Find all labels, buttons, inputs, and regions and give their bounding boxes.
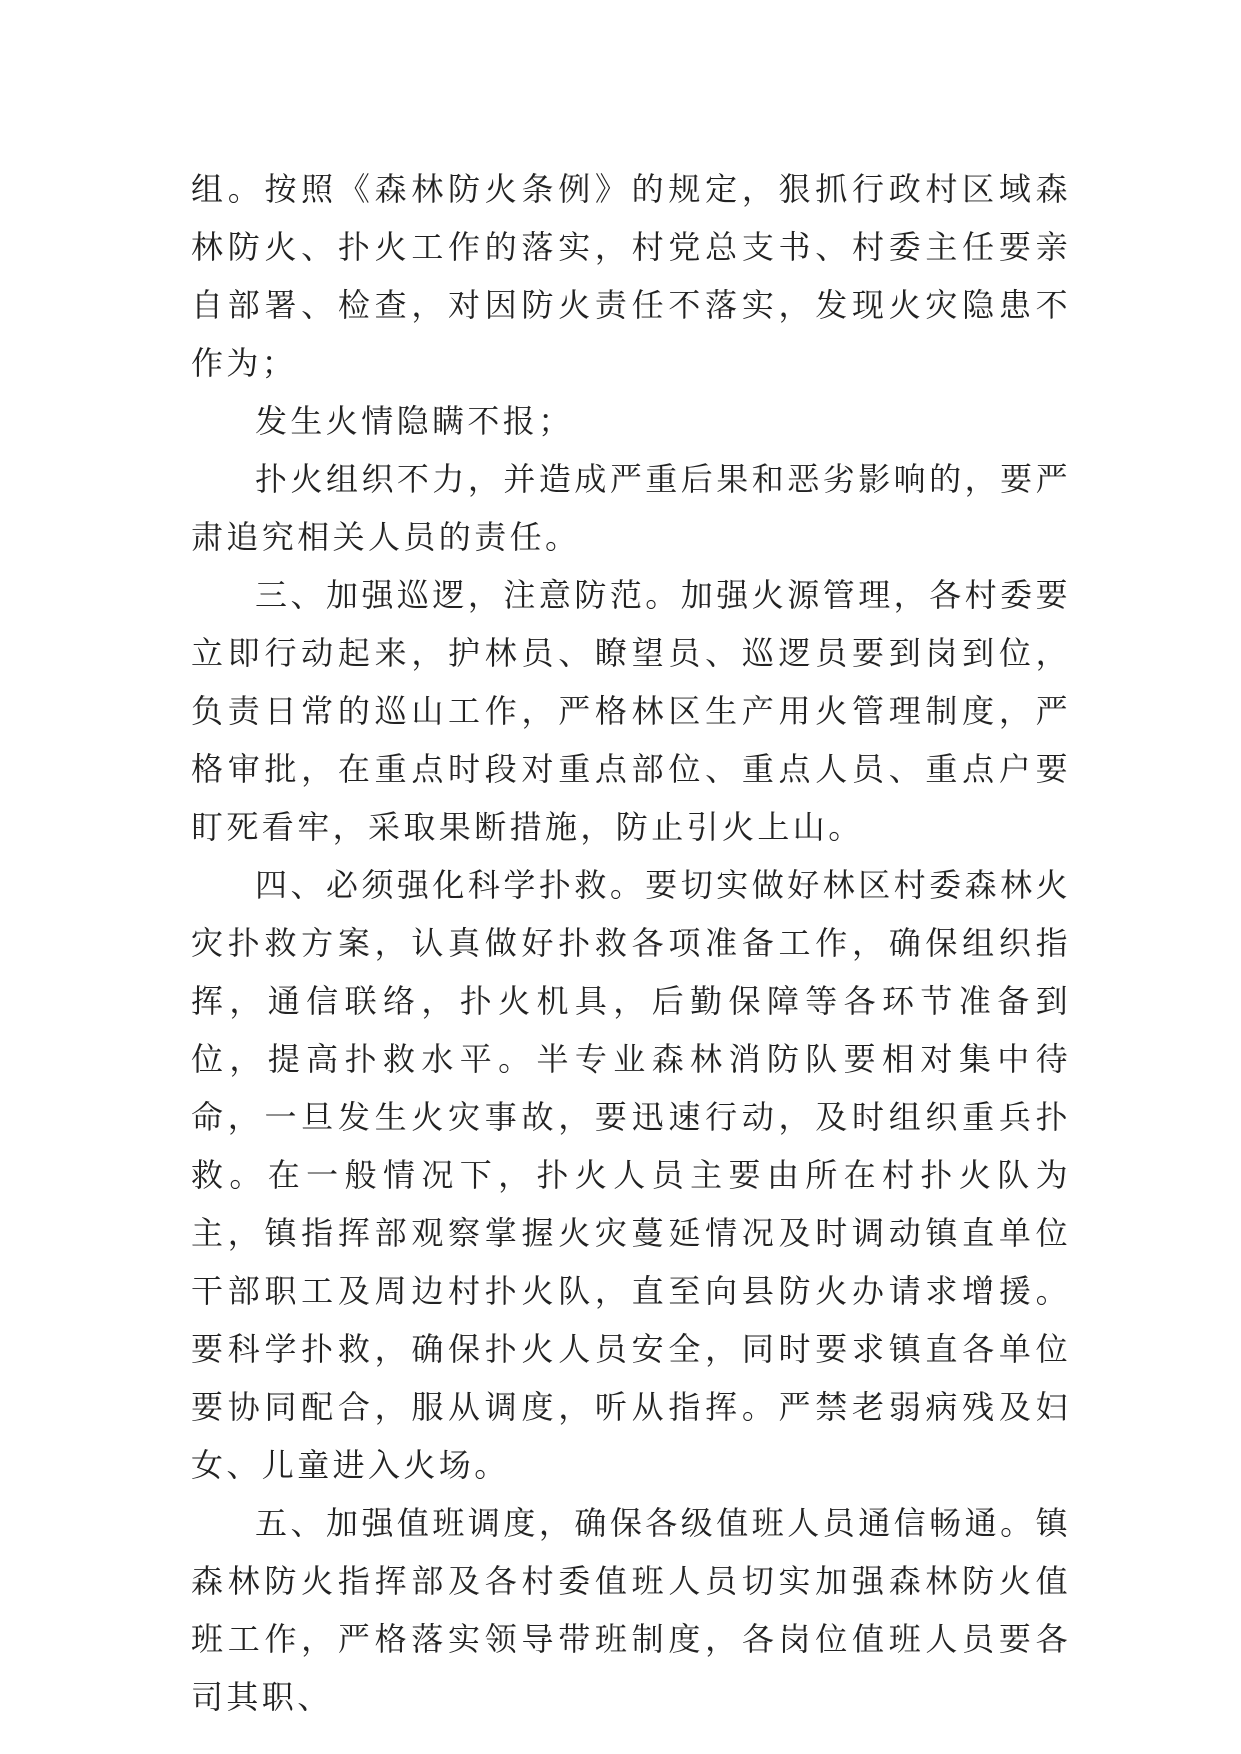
paragraph-section-four: 四、必须强化科学扑救。要切实做好林区村委森林火灾扑救方案，认真做好扑救各项准备工作，确保组织指挥，通信联络，扑火机具，后勤保障等各环节准备到位，提高扑救水平。半专业森林消防队要相对集中待命，一旦发生火灾事故，要迅速行动，及时组织重兵扑救。在一般情况下，扑火人员主要由所在村扑火队为主，镇指挥部观察掌握火灾蔓延情况及时调动镇直单位干部职工及周边村扑火队，直至向县防火办请求增援。要科学扑救，确保扑火人员安全，同时要求镇直各单位要协同配合，服从调度，听从指挥。严禁老弱病残及妇女、儿童进入火场。 <box>191 866 1071 1484</box>
document-body <box>191 160 1071 1726</box>
paragraph-accountability: 扑火组织不力，并造成严重后果和恶劣影响的，要严肃追究相关人员的责任。 <box>191 460 1071 556</box>
paragraph-section-five: 五、加强值班调度，确保各级值班人员通信畅通。镇森林防火指挥部及各村委值班人员切实加强森林防火值班工作，严格落实领导带班制度，各岗位值班人员要各司其职、 <box>191 1504 1071 1716</box>
paragraph-section-three: 三、加强巡逻，注意防范。加强火源管理，各村委要立即行动起来，护林员、瞭望员、巡逻员要到岗到位，负责日常的巡山工作，严格林区生产用火管理制度，严格审批，在重点时段对重点部位、重点人员、重点户要盯死看牢，采取果断措施，防止引火上山。 <box>191 576 1071 846</box>
paragraph-continuation: 组。按照《森林防火条例》的规定，狠抓行政村区域森林防火、扑火工作的落实，村党总支书、村委主任要亲自部署、检查，对因防火责任不落实，发现火灾隐患不作为； <box>191 170 1071 382</box>
paragraph-concealment: 发生火情隐瞒不报； <box>255 402 574 440</box>
